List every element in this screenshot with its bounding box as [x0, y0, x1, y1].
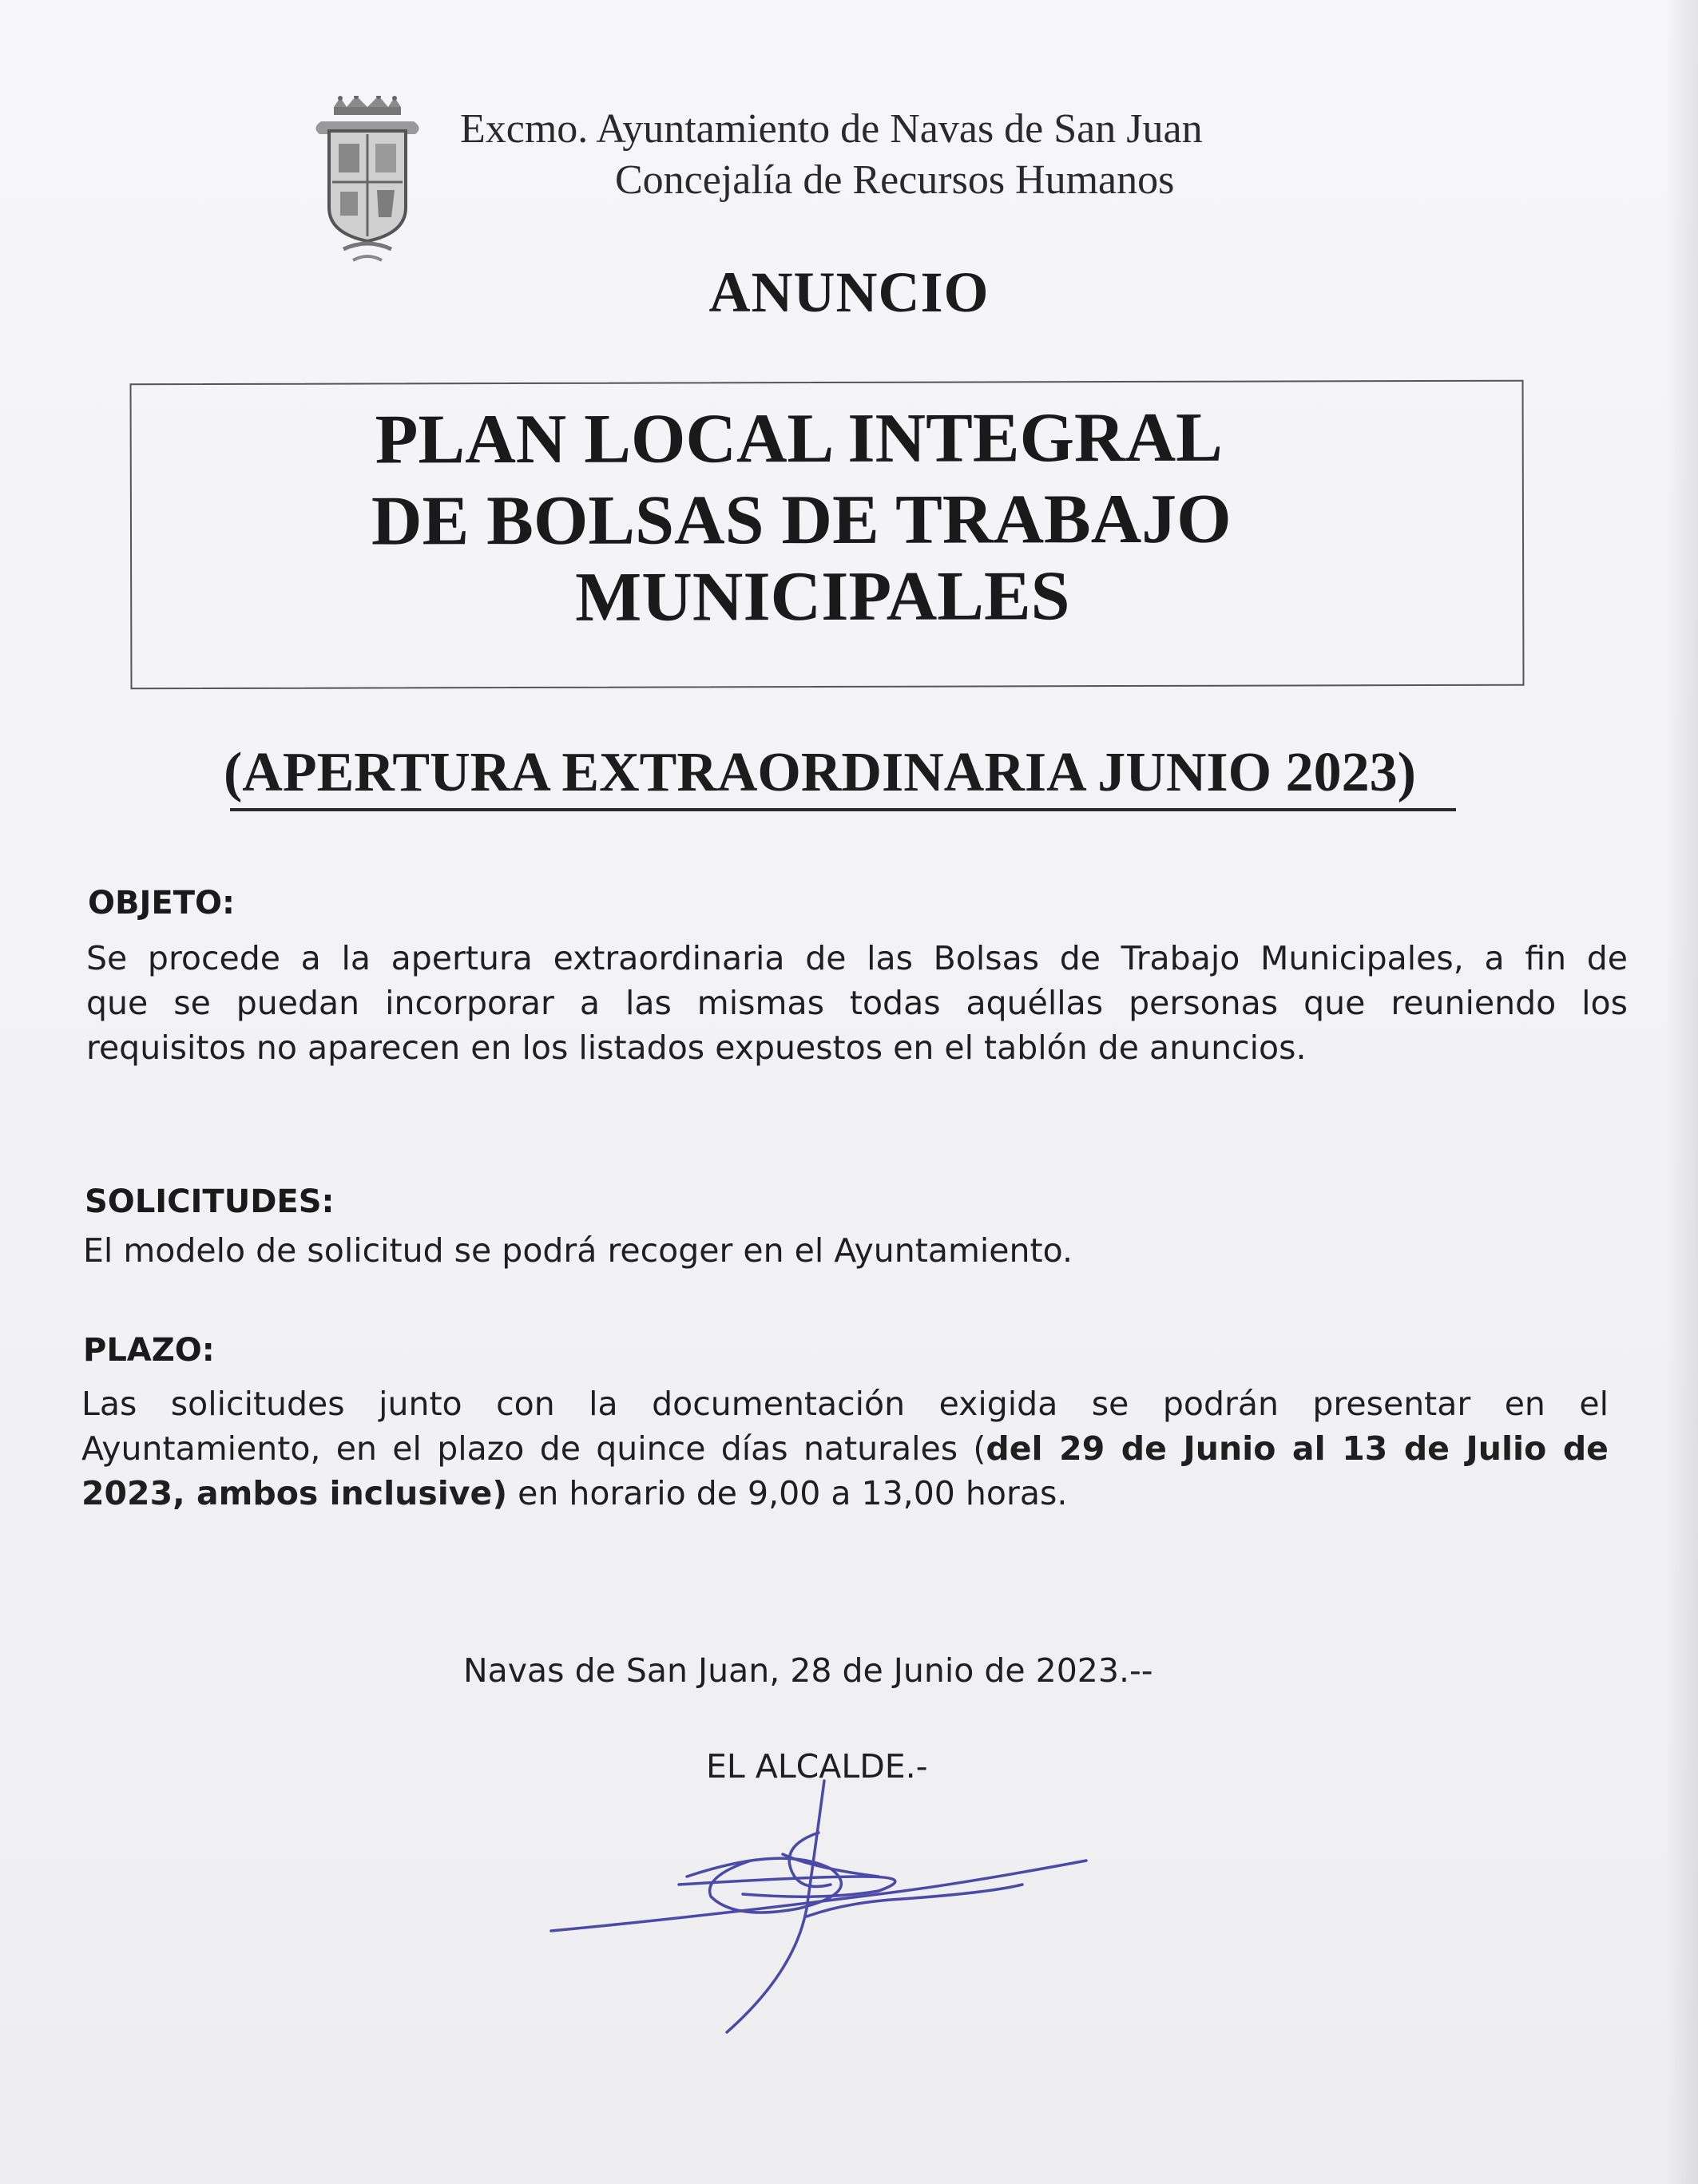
- plazo-line-3: [81, 1471, 1609, 1516]
- objeto-paragraph: [86, 936, 1628, 1070]
- objeto-line-1: Se procede a la apertura extraordinaria de las Bolsas de Trabajo Municipales, a fin de: [86, 939, 1628, 977]
- plazo-dates: del 29 de Junio al 13 de Julio de: [986, 1429, 1609, 1468]
- plazo-line-2: [81, 1426, 1609, 1471]
- solicitudes-text: El modelo de solicitud se podrá recoger en el Ayuntamiento.: [83, 1231, 1073, 1270]
- objeto-line-3: requisitos no aparecen en los listados expuestos en el tablón de anuncios.: [86, 1029, 1307, 1067]
- title-line-2: DE BOLSAS DE TRABAJO: [371, 480, 1232, 561]
- plazo-hours: en horario de 9,00 a 13,00 horas.: [507, 1474, 1068, 1512]
- subtitle: [224, 741, 1517, 805]
- coat-of-arms-icon: [311, 96, 423, 268]
- department-name: Concejalía de Recursos Humanos: [615, 157, 1175, 203]
- objeto-heading: OBJETO:: [88, 885, 235, 922]
- title-line-1: PLAN LOCAL INTEGRAL: [375, 398, 1223, 479]
- plazo-year-inclusive: 2023, ambos inclusive): [81, 1474, 508, 1512]
- solicitudes-heading: SOLICITUDES:: [85, 1183, 335, 1220]
- organization-name: Excmo. Ayuntamiento de Navas de San Juan: [460, 106, 1203, 152]
- signatory-title: EL ALCALDE.-: [706, 1747, 928, 1786]
- plazo-paragraph: [81, 1381, 1609, 1516]
- signature-icon: [543, 1757, 1102, 2044]
- plazo-line-2-text: Ayuntamiento, en el plazo de quince días naturales (: [81, 1429, 986, 1468]
- subtitle-underline: [230, 808, 1456, 811]
- announcement-label: ANUNCIO: [708, 260, 990, 324]
- objeto-line-2: que se puedan incorporar a las mismas todas aquéllas personas que reuniendo los: [86, 984, 1628, 1022]
- page-edge-shadow: [1666, 0, 1698, 2184]
- title-box: [130, 380, 1525, 690]
- plazo-heading: PLAZO:: [83, 1332, 215, 1369]
- title-line-3: MUNICIPALES: [575, 557, 1070, 636]
- place-and-date: Navas de San Juan, 28 de Junio de 2023.--: [463, 1651, 1153, 1690]
- subtitle-text: (APERTURA EXTRAORDINARIA JUNIO 2023): [224, 742, 1416, 803]
- plazo-line-1: Las solicitudes junto con la documentación exigida se podrán presentar en el: [81, 1385, 1609, 1423]
